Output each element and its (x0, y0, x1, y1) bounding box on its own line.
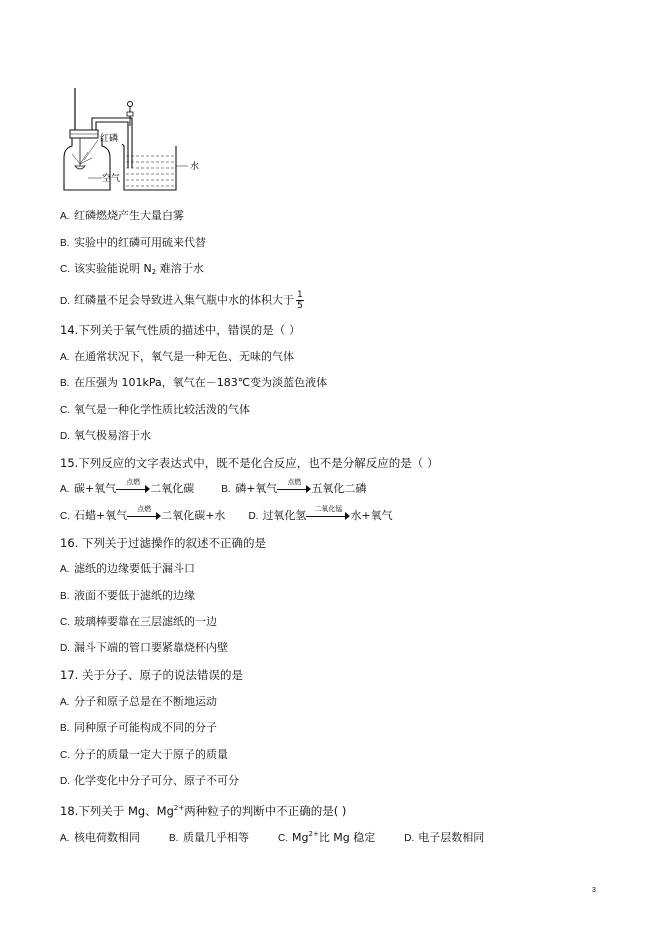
q14-option-b: B. 在压强为 101kPa，氧气在－183℃变为淡蓝色液体 (60, 376, 328, 389)
q17-option-d: D. 化学变化中分子可分、原子不可分 (60, 774, 239, 787)
reaction-arrow: 点燃 (277, 482, 311, 496)
q14-option-c: C. 氧气是一种化学性质比较活泼的气体 (60, 403, 250, 416)
q16-stem: 16. 下列关于过滤操作的叙述不正确的是 (60, 536, 266, 550)
q17-option-b: B. 同种原子可能构成不同的分子 (60, 721, 217, 734)
label-water: 水 (190, 162, 200, 172)
q18-option-d: D. 电子层数相同 (404, 831, 485, 844)
q16-option-d: D. 漏斗下端的管口要紧靠烧杯内壁 (60, 641, 228, 654)
apparatus-figure (58, 86, 218, 197)
q13-option-a-text: 红磷燃烧产生大量白雾 (74, 209, 184, 222)
page-number: 3 (592, 887, 596, 894)
q18-stem: 18.下列关于 Mg、$Mg^{2+}$两种粒子的判断中不正确的是( ) (60, 804, 347, 818)
q18-options (60, 827, 484, 846)
q16-option-c: C. 玻璃棒要靠在三层滤纸的一边 (60, 615, 217, 628)
q15-option-b: B. 磷+氧气 点燃 五氧化二磷 (221, 478, 367, 495)
q15-options-cd (60, 505, 393, 524)
q14-stem: 14.下列关于氧气性质的描述中，错误的是（ ） (60, 323, 301, 337)
q16-option-b: B. 液面不要低于滤纸的边缘 (60, 589, 195, 602)
fraction-one-fifth: $\frac{1}{5}$ (297, 290, 303, 311)
q14-option-d: D. 氧气极易溶于水 (60, 429, 151, 442)
q16-option-a: A. 滤纸的边缘要低于漏斗口 (60, 562, 195, 575)
q13-option-c: C. 该实验能说明 $N_2$ 难溶于水 (60, 262, 204, 276)
q13-option-b-text: 实验中的红磷可用硫来代替 (74, 236, 206, 249)
q17-option-a: A. 分子和原子总是在不断地运动 (60, 695, 217, 708)
q15-stem: 15.下列反应的文字表达式中，既不是化合反应，也不是分解反应的是（ ） (60, 456, 439, 470)
q15-option-d: D. 过氧化氢 二氧化锰 水+氧气 (248, 505, 393, 522)
q18-option-c: C. $Mg^{2+}$比 Mg 稳定 (278, 830, 376, 844)
reaction-arrow: 点燃 (116, 482, 150, 496)
q18-option-b: B. 质量几乎相等 (169, 831, 249, 844)
q15-option-a: A. 碳+氧气 点燃 二氧化碳 (60, 478, 195, 495)
q17-option-c: C. 分子的质量一定大于原子的质量 (60, 748, 228, 761)
label-red-phosphorus: 红磷 (100, 134, 119, 144)
q14-option-a: A. 在通常状况下，氧气是一种无色、无味的气体 (60, 350, 294, 363)
q17-stem: 17. 关于分子、原子的说法错误的是 (60, 668, 243, 682)
q13-option-a: A. 红磷燃烧产生大量白雾 (60, 209, 184, 222)
q15-option-c: C. 石蜡+氧气 点燃 二氧化碳+水 (60, 505, 226, 522)
apparatus-diagram (58, 86, 218, 194)
label-air: 空气 (102, 174, 121, 184)
reaction-arrow: 点燃 (127, 509, 161, 523)
reaction-arrow: 二氧化锰 (306, 509, 350, 523)
q15-options-ab (60, 478, 367, 497)
q13-option-b: B. 实验中的红磷可用硫来代替 (60, 236, 206, 249)
q18-option-a: A. 核电荷数相同 (60, 831, 140, 844)
q13-option-d: D. 红磷量不足会导致进入集气瓶中水的体积大于 $\frac{1}{5}$ (60, 290, 303, 311)
